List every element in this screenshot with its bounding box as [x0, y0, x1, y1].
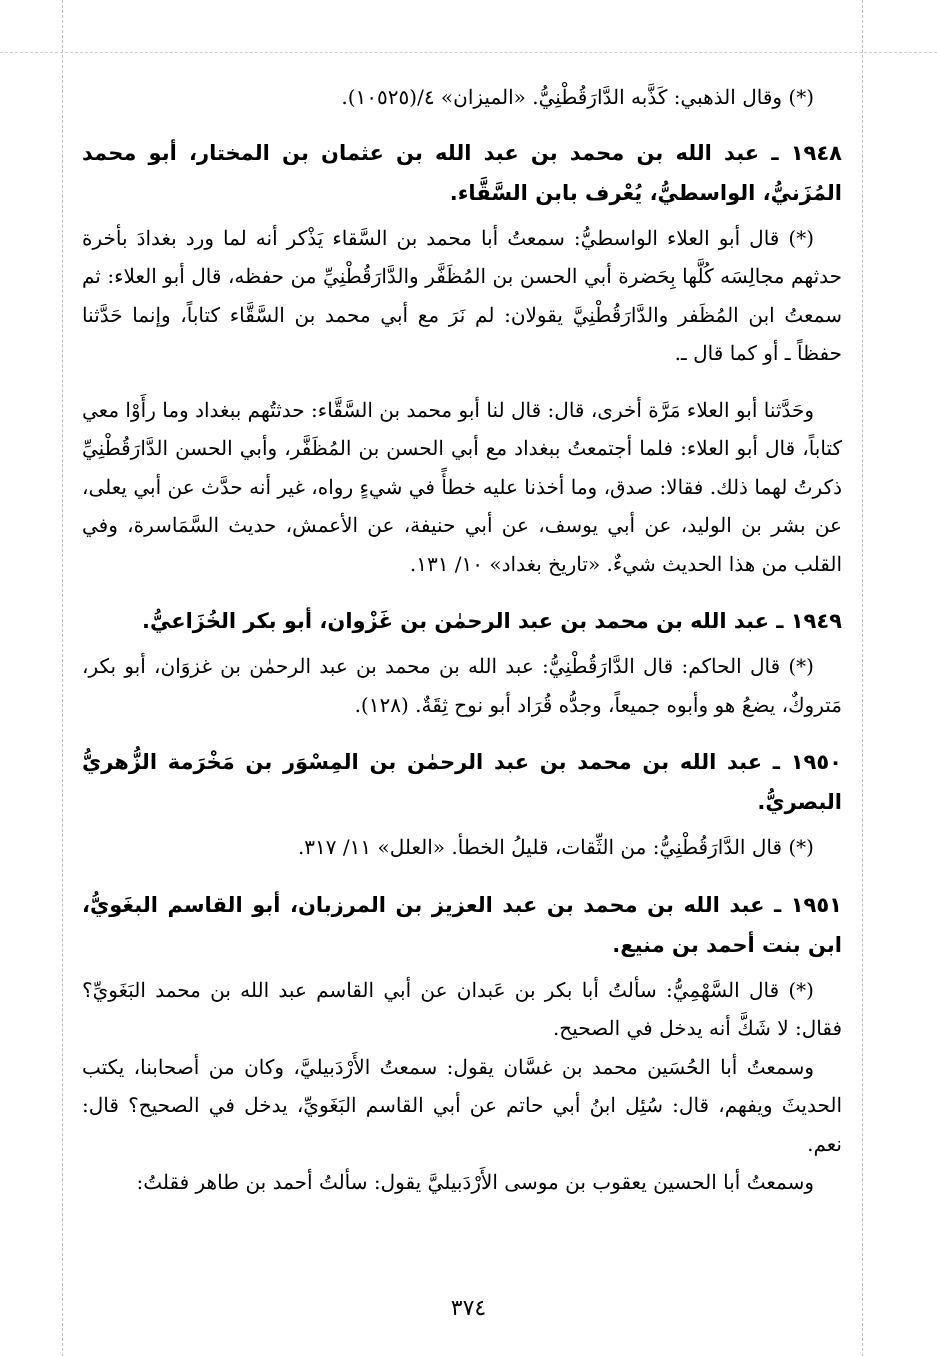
entry-paragraph: (*) قال أبو العلاء الواسطيُّ: سمعتُ أبا محمد بن السَّقاء يَذْكر أنه لما ورد بغدادَ بأخرة حدثهم مجالِسَه كُلَّها بِحَضرة أبي الحسن بن المُظَفَّر والدَّارَقُطْنِيِّ من حفظه، قال أبو العلاء: ثم سمعتُ ابن المُظَفر والدَّارَقُطْنِيَّ يقولان: لم نَرَ مع أبي محمد بن السَّقَّاء كتاباً، وإنما حَدَّثنا حفظاً ـ أو كما قال ـ. — [82, 225, 842, 365]
entry-heading-1950: ١٩٥٠ ـ عبد الله بن محمد بن عبد الرحمٰن بن المِسْوَر بن مَخْرَمة الزُّهريُّ البصريُّ. — [82, 750, 842, 814]
entry-heading-1948: ١٩٤٨ ـ عبد الله بن محمد بن عبد الله بن عثمان بن المختار، أبو محمد المُزَنيُّ، الواسطيُّ، يُعْرف بابن السَّقَّاء. — [82, 140, 842, 205]
footnote-paragraph: (*) وقال الذهبي: كَذَّبه الدَّارَقُطْنِيُّ. «الميزان» ٤/(١٠٥٢٥). — [341, 85, 814, 109]
entry-paragraph: وحَدَّثنا أبو العلاء مَرَّة أخرى، قال: قال لنا أبو محمد بن السَّقَّاء: حدثتُهم ببغداد وما رأَوْا معي كتاباً، قال أبو العلاء: فلما أجتمعتُ ببغداد مع أبي الحسن بن المُظَفَّر، وأبي الحسن الدَّارَقُطْنِيِّ ذكرتُ لهما ذلك. فقالا: صدق، وما أخذنا عليه خطأً في شيءٍ رواه، غير أنه حدَّث عن أبي يعلى، عن بشر بن الوليد، عن أبي يوسف، عن أبي حنيفة، عن الأعمش، حديث السَّمَاسرة، وفي القلب من هذا الحديث شيءٌ. «تاريخ بغداد» ١٠/ ١٣١. — [82, 397, 843, 576]
entry-paragraph: وسمعتُ أبا الحُسَين محمد بن غسَّان يقول: سمعتُ الأَرْدَبيليَّ، وكان من أصحابنا، يكتب الحديثَ ويفهم، قال: سُئِل ابنُ أبي حاتم عن أبي القاسم البَغَويِّ، يدخل في الصحيح؟ قال: نعم. — [82, 1054, 842, 1156]
entry-paragraph: (*) قال الدَّارَقُطْنِيُّ: من الثِّقات، قليلُ الخطأ. «العلل» ١١/ ٣١٧. — [297, 835, 814, 859]
entry-paragraph: وسمعتُ أبا الحسين يعقوب بن موسى الأَرْدَبيليَّ يقول: سألتُ أحمد بن طاهر فقلتُ: — [136, 1170, 814, 1194]
page-number: ٣٧٤ — [450, 1296, 487, 1321]
entry-heading-1949: ١٩٤٩ ـ عبد الله بن محمد بن عبد الرحمٰن بن غَزْوان، أبو بكر الخُزَاعيُّ. — [142, 609, 842, 633]
page-body — [82, 78, 842, 1202]
entry-paragraph: (*) قال السَّهْمِيُّ: سألتُ أبا بكر بن عَبدان عن أبي القاسم عبد الله بن محمد البَغَويِّ؟ فقال: لا شَكَّ أنه يدخل في الصحيح. — [82, 977, 842, 1040]
margin-guide-right — [862, 0, 863, 1356]
margin-guide-left — [62, 0, 63, 1356]
entry-paragraph: (*) قال الحاكم: قال الدَّارَقُطْنِيُّ: عبد الله بن محمد بن عبد الرحمٰن بن غزوَان، أبو بكر، مَتروكٌ، يضعُ هو وأبوه جميعاً، وجدُّه قُرَاد أبو نوح ثِقَةٌ. (١٢٨). — [82, 654, 842, 717]
margin-guide-top — [0, 52, 937, 53]
entry-heading-1951: ١٩٥١ ـ عبد الله بن محمد بن عبد العزيز بن المرزبان، أبو القاسم البغَويُّ، ابن بنت أحمد بن منيع. — [82, 892, 842, 957]
